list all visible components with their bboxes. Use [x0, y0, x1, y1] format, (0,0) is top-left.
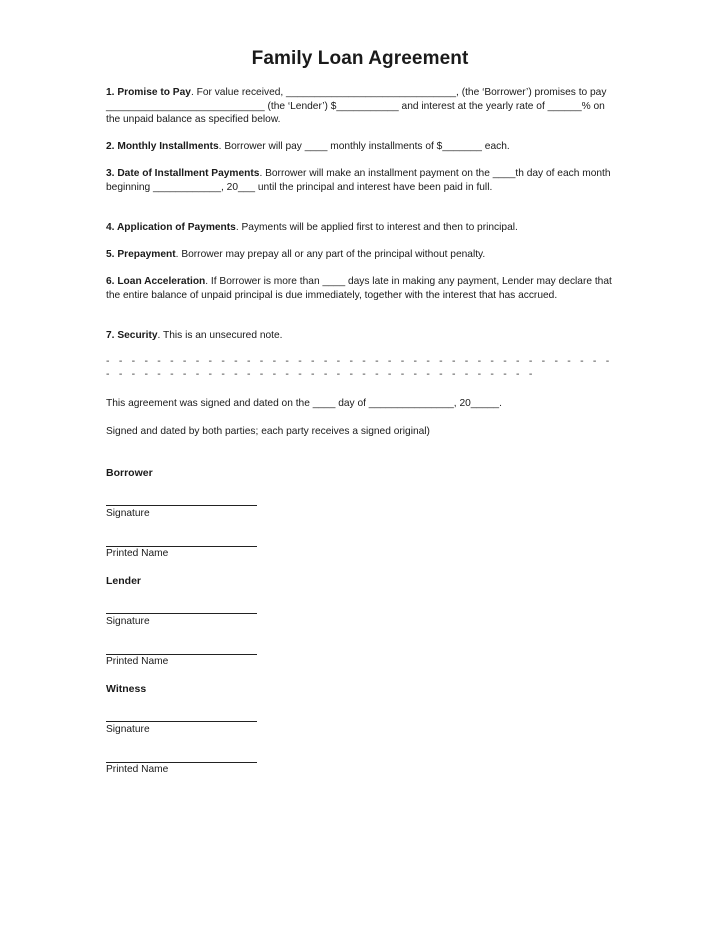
dashed-separator: - - - - - - - - - - - - - - - - - - - - - - - - - - - - - - - - - - - - - - - - - - - - - - - - - - - - - - - - - - - - - - - - - - - - - - - - - -	[106, 355, 613, 380]
section-label: 5. Prepayment	[106, 249, 176, 260]
section-prepayment	[106, 248, 616, 262]
witness-heading: Witness	[106, 683, 147, 695]
section-label: 1. Promise to Pay	[106, 87, 191, 98]
section-text: . Borrower will make an installment payment on the ____th day of each month beginning ____________, 20___ until the principal and interest have been paid in full.	[106, 168, 611, 193]
section-label: 6. Loan Acceleration	[106, 276, 206, 287]
section-text: . For value received, ______________________________, (the ‘Borrower’) promises to pay ____________________________ (the ‘Lender’) $___________ and interest at the yearly rate of ______% on the unpaid balance as specified below.	[106, 87, 607, 125]
borrower-heading: Borrower	[106, 467, 153, 479]
witness-printed-name-line[interactable]	[106, 762, 257, 763]
section-label: 3. Date of Installment Payments	[106, 168, 260, 179]
borrower-signature-line[interactable]	[106, 505, 257, 506]
borrower-signature-caption: Signature	[106, 508, 150, 519]
section-text: . If Borrower is more than ____ days late in making any payment, Lender may declare that the entire balance of unpaid principal is due immediately, together with the interest that has accrued.	[106, 276, 612, 301]
lender-heading: Lender	[106, 575, 142, 587]
lender-signature-line[interactable]	[106, 613, 257, 614]
section-label: 7. Security	[106, 330, 158, 341]
witness-signature-caption: Signature	[106, 724, 150, 735]
signed-statement: This agreement was signed and dated on the ____ day of _______________, 20_____.	[106, 398, 502, 409]
section-monthly-installments	[106, 140, 616, 154]
section-security	[106, 329, 616, 343]
section-text: . Borrower will pay ____ monthly installments of $_______ each.	[218, 141, 510, 152]
borrower-printed-name-line[interactable]	[106, 546, 257, 547]
witness-printed-name-caption: Printed Name	[106, 764, 169, 775]
witness-signature-line[interactable]	[106, 721, 257, 722]
section-label: 2. Monthly Installments	[106, 141, 219, 152]
section-text: . Payments will be applied first to interest and then to principal.	[235, 222, 518, 233]
lender-signature-caption: Signature	[106, 616, 150, 627]
section-application-of-payments	[106, 221, 616, 235]
section-loan-acceleration	[106, 275, 616, 302]
section-text: . Borrower may prepay all or any part of the principal without penalty.	[175, 249, 486, 260]
borrower-printed-name-caption: Printed Name	[106, 548, 169, 559]
lender-printed-name-line[interactable]	[106, 654, 257, 655]
section-promise-to-pay	[106, 86, 616, 127]
lender-printed-name-caption: Printed Name	[106, 656, 169, 667]
document-title: Family Loan Agreement	[251, 48, 469, 69]
section-text: . This is an unsecured note.	[157, 330, 283, 341]
section-date-of-installment-payments	[106, 167, 616, 194]
section-label: 4. Application of Payments	[106, 222, 236, 233]
signed-note: Signed and dated by both parties; each party receives a signed original)	[106, 426, 430, 437]
